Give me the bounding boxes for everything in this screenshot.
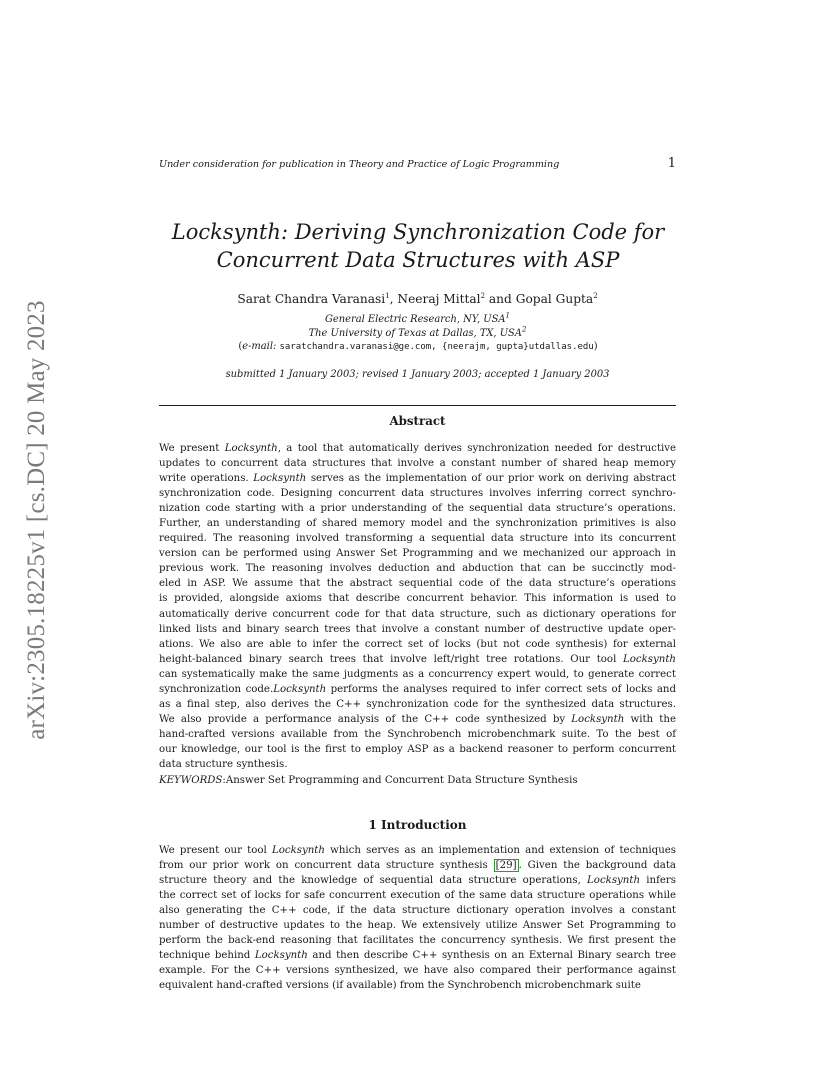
- text-run: hand-crafted versions available from the Synchrobench microbenchmark suite. To the best of: [159, 728, 676, 740]
- citation-link[interactable]: [29]: [495, 860, 517, 872]
- text-run: , a tool that automatically derives synchronization needed for destructive: [277, 443, 676, 454]
- running-header: [159, 156, 676, 171]
- contact-email: [120, 341, 716, 352]
- text-run: linked lists and binary search trees that involve a constant number of destructive update oper-: [159, 623, 676, 635]
- page-number: 1: [667, 156, 676, 171]
- tool-name: Locksynth: [224, 443, 278, 454]
- text-run: example. For the C++ versions synthesized, we have also compared their performance against: [159, 965, 676, 977]
- text-run: is provided, alongside axioms that describe concurrent behavior. This information is used to: [159, 593, 676, 605]
- text-line: [159, 858, 676, 873]
- text-line: [159, 978, 676, 993]
- text-run: equivalent hand-crafted versions (if available) from the Synchrobench microbenchmark suite: [159, 980, 641, 992]
- text-run: nization code starting with a prior understanding of the sequential data structure’s operations.: [159, 503, 676, 515]
- text-run: number of destructive updates to the heap. We extensively utilize Answer Set Programming to: [159, 920, 676, 932]
- text-line: [159, 667, 676, 682]
- text-line: [159, 637, 676, 652]
- text-run: and then describe C++ synthesis on an External Binary search tree: [307, 950, 677, 962]
- author-list: [159, 292, 676, 306]
- text-run: We present our tool: [159, 845, 272, 856]
- keywords: [159, 775, 676, 786]
- text-line: [159, 486, 676, 501]
- text-run: required. The reasoning involved transforming a sequential data structure into its concurrent: [159, 533, 676, 545]
- affiliation-mark: 2: [521, 325, 527, 334]
- tool-name: Locksynth: [254, 950, 308, 962]
- text-run: infers: [640, 875, 676, 887]
- text-line: [159, 576, 676, 591]
- text-line: [159, 918, 676, 933]
- text-run: from our prior work on concurrent data structure synthesis: [159, 860, 494, 872]
- text-run: automatically derive concurrent code for that data structure, such as dictionary operations for: [159, 608, 676, 620]
- text-run: . Given the background data: [518, 860, 676, 872]
- text-run: the correct set of locks for safe concurrent execution of the same data structure operations while: [159, 890, 676, 902]
- email-addresses: saratchandra.varanasi@ge.com, {neerajm, gupta}utdallas.edu: [279, 342, 594, 352]
- text-line: [159, 456, 676, 471]
- text-run: also generating the C++ code, if the data structure dictionary operation involves a constant: [159, 905, 676, 917]
- text-run: performs the analyses required to infer correct sets of locks and: [326, 683, 676, 695]
- paper-title: [120, 218, 716, 274]
- text-line: [159, 933, 676, 948]
- text-line: [159, 903, 676, 918]
- tool-name: Locksynth: [271, 845, 325, 856]
- text-run: previous work. The reasoning involves deduction and abduction that can be succinctly mod-: [159, 563, 676, 575]
- text-line: [159, 712, 676, 727]
- text-line: [159, 888, 676, 903]
- text-line: [159, 742, 676, 757]
- author-name: Neeraj Mittal: [397, 292, 481, 306]
- author-affiliation-mark: 2: [480, 291, 486, 300]
- text-run: serves as the implementation of our prior work on deriving abstract: [306, 473, 676, 485]
- affiliation-text: General Electric Research, NY, USA: [325, 314, 506, 325]
- tool-name: Locksynth: [571, 713, 625, 725]
- text-line: [159, 727, 676, 742]
- author-affiliation-mark: 1: [385, 291, 390, 300]
- text-run: write operations.: [159, 473, 254, 485]
- journal-line: Under consideration for publication in Theory and Practice of Logic Programming: [159, 159, 560, 170]
- text-run: We present: [159, 443, 225, 454]
- text-run: version can be performed using Answer Set Programming and we mechanized our approach in: [159, 548, 676, 560]
- author-name: Gopal Gupta: [515, 292, 594, 306]
- section-divider: [159, 405, 676, 406]
- text-line: [159, 873, 676, 888]
- author-separator: and: [485, 292, 516, 306]
- text-line: [159, 607, 676, 622]
- submission-dates: submitted 1 January 2003; revised 1 January 2003; accepted 1 January 2003: [225, 369, 610, 380]
- title-line-1: Locksynth: Deriving Synchronization Code for: [171, 220, 665, 244]
- tool-name: Locksynth: [587, 875, 641, 887]
- text-run: synchronization code.: [159, 683, 274, 695]
- text-run: Further, an understanding of shared memory model and the synchronization primitives is also: [159, 518, 676, 530]
- introduction-body: [159, 843, 676, 993]
- tool-name: Locksynth: [623, 653, 676, 665]
- affiliation-2: [159, 325, 676, 339]
- author-separator: ,: [389, 292, 398, 306]
- text-run: with the: [624, 713, 676, 725]
- text-line: [159, 682, 676, 697]
- affiliation-text: The University of Texas at Dallas, TX, USA: [308, 328, 522, 339]
- text-line: [159, 622, 676, 637]
- text-run: our knowledge, our tool is the first to employ ASP as a backend reasoner to perform concurrent: [159, 743, 676, 755]
- tool-name: Locksynth: [253, 473, 307, 485]
- text-run: data structure synthesis.: [159, 758, 288, 770]
- text-run: which serves as an implementation and extension of techniques: [324, 845, 677, 856]
- text-line: [159, 697, 676, 712]
- text-run: We also provide a performance analysis of the C++ code synthesized by: [159, 713, 572, 725]
- text-line: [159, 757, 676, 772]
- text-line: [159, 501, 676, 516]
- affiliation-mark: 1: [505, 311, 510, 320]
- email-label: e-mail:: [242, 341, 277, 352]
- keywords-label: KEYWORDS: [159, 775, 223, 786]
- email-close-paren: ): [593, 341, 598, 352]
- text-line: [159, 843, 676, 858]
- text-run: eled in ASP. We assume that the abstract sequential code of the data structure’s operations: [159, 578, 676, 590]
- text-run: can systematically make the same judgments as a concurrency expert would, to generate correct: [159, 668, 676, 680]
- text-line: [159, 441, 676, 456]
- text-run: ations. We also are able to infer the correct set of locks (but not code synthesis) for external: [159, 638, 676, 650]
- text-run: updates to concurrent data structures that involve a constant number of shared heap memory: [159, 458, 676, 470]
- abstract-heading: Abstract: [389, 414, 446, 428]
- text-line: [159, 963, 676, 978]
- text-line: [159, 591, 676, 606]
- text-line: [159, 948, 676, 963]
- title-line-2: Concurrent Data Structures with ASP: [216, 248, 620, 272]
- text-run: technique behind: [159, 950, 255, 962]
- tool-name: Locksynth: [273, 683, 327, 695]
- author-name: Sarat Chandra Varanasi: [237, 292, 386, 306]
- abstract-body: [159, 441, 676, 772]
- text-line: [159, 471, 676, 486]
- text-line: [159, 561, 676, 576]
- text-line: [159, 531, 676, 546]
- text-run: synchronization code. Designing concurrent data structures involves inferring correct synchro-: [159, 488, 676, 500]
- text-run: structure theory and the knowledge of sequential data structure operations,: [159, 875, 588, 887]
- keywords-text: :Answer Set Programming and Concurrent Data Structure Synthesis: [222, 775, 578, 786]
- text-run: height-balanced binary search trees that involve left/right tree rotations. Our tool: [159, 653, 624, 665]
- text-run: perform the back-end reasoning that facilitates the concurrency synthesis. We first present the: [159, 935, 676, 947]
- text-line: [159, 652, 676, 667]
- arxiv-identifier: [14, 280, 60, 760]
- affiliation-1: [159, 311, 676, 325]
- text-run: as a final step, also derives the C++ synchronization code for the synthesized data structures.: [159, 698, 676, 710]
- text-line: [159, 516, 676, 531]
- email-open-paren: (: [238, 341, 243, 352]
- author-affiliation-mark: 2: [593, 291, 598, 300]
- text-line: [159, 546, 676, 561]
- section-heading-introduction: 1 Introduction: [368, 818, 467, 832]
- arxiv-id-text: arXiv:2305.18225v1 [cs.DC] 20 May 2023: [23, 300, 50, 740]
